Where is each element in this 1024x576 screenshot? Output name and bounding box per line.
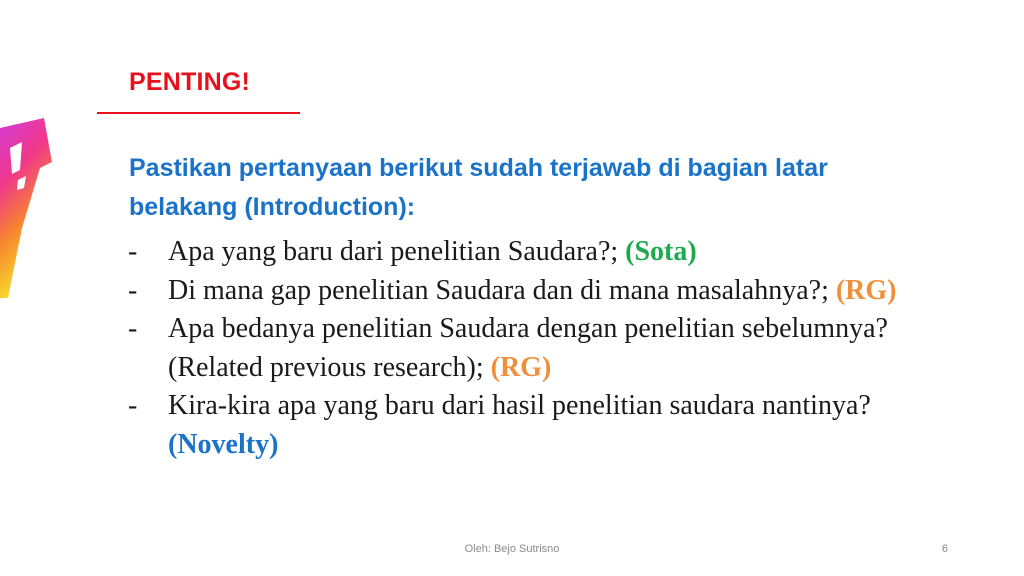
footer-author: Oleh: Bejo Sutrisno	[464, 543, 560, 555]
tag-novelty: (Novelty)	[168, 428, 279, 460]
decorative-gradient-shape	[0, 118, 60, 298]
list-item-text: Di mana gap penelitian Saudara dan di mana masalahnya?;	[168, 274, 836, 306]
list-item	[128, 272, 928, 311]
list-item-text: Kira-kira apa yang baru dari hasil penelitian saudara nantinya?	[168, 390, 871, 421]
list-dash: -	[128, 390, 138, 421]
list-dash: -	[128, 274, 138, 306]
tag-sota: (Sota)	[625, 236, 697, 267]
list-item	[128, 310, 928, 387]
heading-underline	[97, 112, 300, 114]
tag-rg: (RG)	[835, 274, 897, 306]
intro-text: Pastikan pertanyaan berikut sudah terjawab di bagian latar belakang (Introduction):	[129, 154, 828, 221]
tag-rg: (RG)	[490, 351, 552, 383]
list-item	[128, 387, 928, 464]
page-number: 6	[941, 543, 948, 555]
slide-heading: PENTING!	[129, 68, 251, 96]
list-item-text: Apa yang baru dari penelitian Saudara?;	[168, 236, 626, 267]
list-item-text: Apa bedanya penelitian Saudara dengan penelitian sebelumnya? (Related previous research);	[168, 313, 888, 383]
question-list	[128, 233, 928, 464]
list-dash: -	[128, 313, 138, 344]
list-item	[128, 233, 928, 272]
list-dash: -	[128, 236, 138, 267]
